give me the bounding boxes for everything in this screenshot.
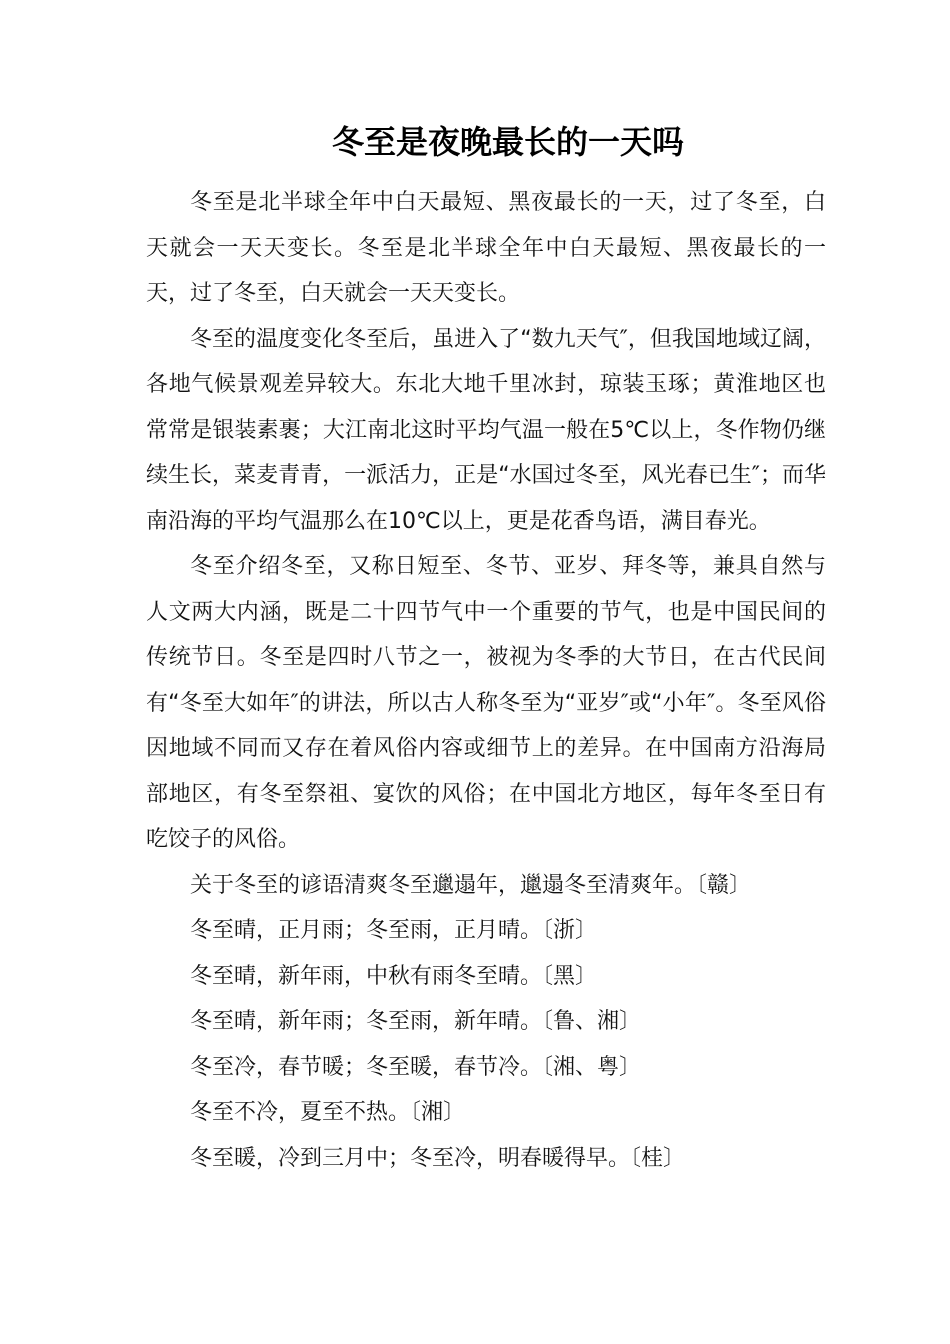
paragraph-daylight: 冬至是北半球全年中白天最短、黑夜最长的一天，过了冬至，白天就会一天天变长。冬至是北半球全年中白天最短、黑夜最长的一天，过了冬至，白天就会一天天变长。 [146,190,826,306]
paragraph-temperature: 冬至的温度变化冬至后，虽进入了“数九天气″，但我国地域辽阔，各地气候景观差异较大。东北大地千里冰封，琼装玉琢；黄淮地区也常常是银装素裹；大江南北这时平均气温一般在5℃以上，冬作物仍继续生长，菜麦青青，一派活力，正是“水国过冬至，风光春已生″；而华南沿海的平均气温那么在10℃以上，更是花香鸟语，满目春光。 [146,326,826,534]
proverb-line: 关于冬至的谚语清爽冬至邋遢年，邋遢冬至清爽年。〔赣〕 [190,872,752,898]
document-title: 冬至是夜晚最长的一天吗 [331,123,684,161]
proverb-line: 冬至晴，新年雨，中秋有雨冬至晴。〔黑〕 [190,963,598,989]
proverb-line: 冬至不冷，夏至不热。〔湘〕 [190,1100,466,1125]
document-body [146,180,826,1181]
paragraph-introduction: 冬至介绍冬至，又称日短至、冬节、亚岁、拜冬等，兼具自然与人文两大内涵，既是二十四节气中一个重要的节气，也是中国民间的传统节日。冬至是四时八节之一，被视为冬季的大节日，在古代民间有“冬至大如年″的讲法，所以古人称冬至为“亚岁″或“小年″。冬至风俗因地域不同而又存在着风俗内容或细节上的差异。在中国南方沿海局部地区，有冬至祭祖、宴饮的风俗；在中国北方地区，每年冬至日有吃饺子的风俗。 [146,554,826,852]
proverb-line: 冬至暖，冷到三月中；冬至冷，明春暖得早。〔桂〕 [190,1145,686,1171]
proverb-line: 冬至晴，新年雨；冬至雨，新年晴。〔鲁、湘〕 [190,1009,642,1034]
proverb-line: 冬至冷，春节暖；冬至暖，春节冷。〔湘、粤〕 [190,1054,642,1080]
proverb-line: 冬至晴，正月雨；冬至雨，正月晴。〔浙〕 [190,918,598,943]
